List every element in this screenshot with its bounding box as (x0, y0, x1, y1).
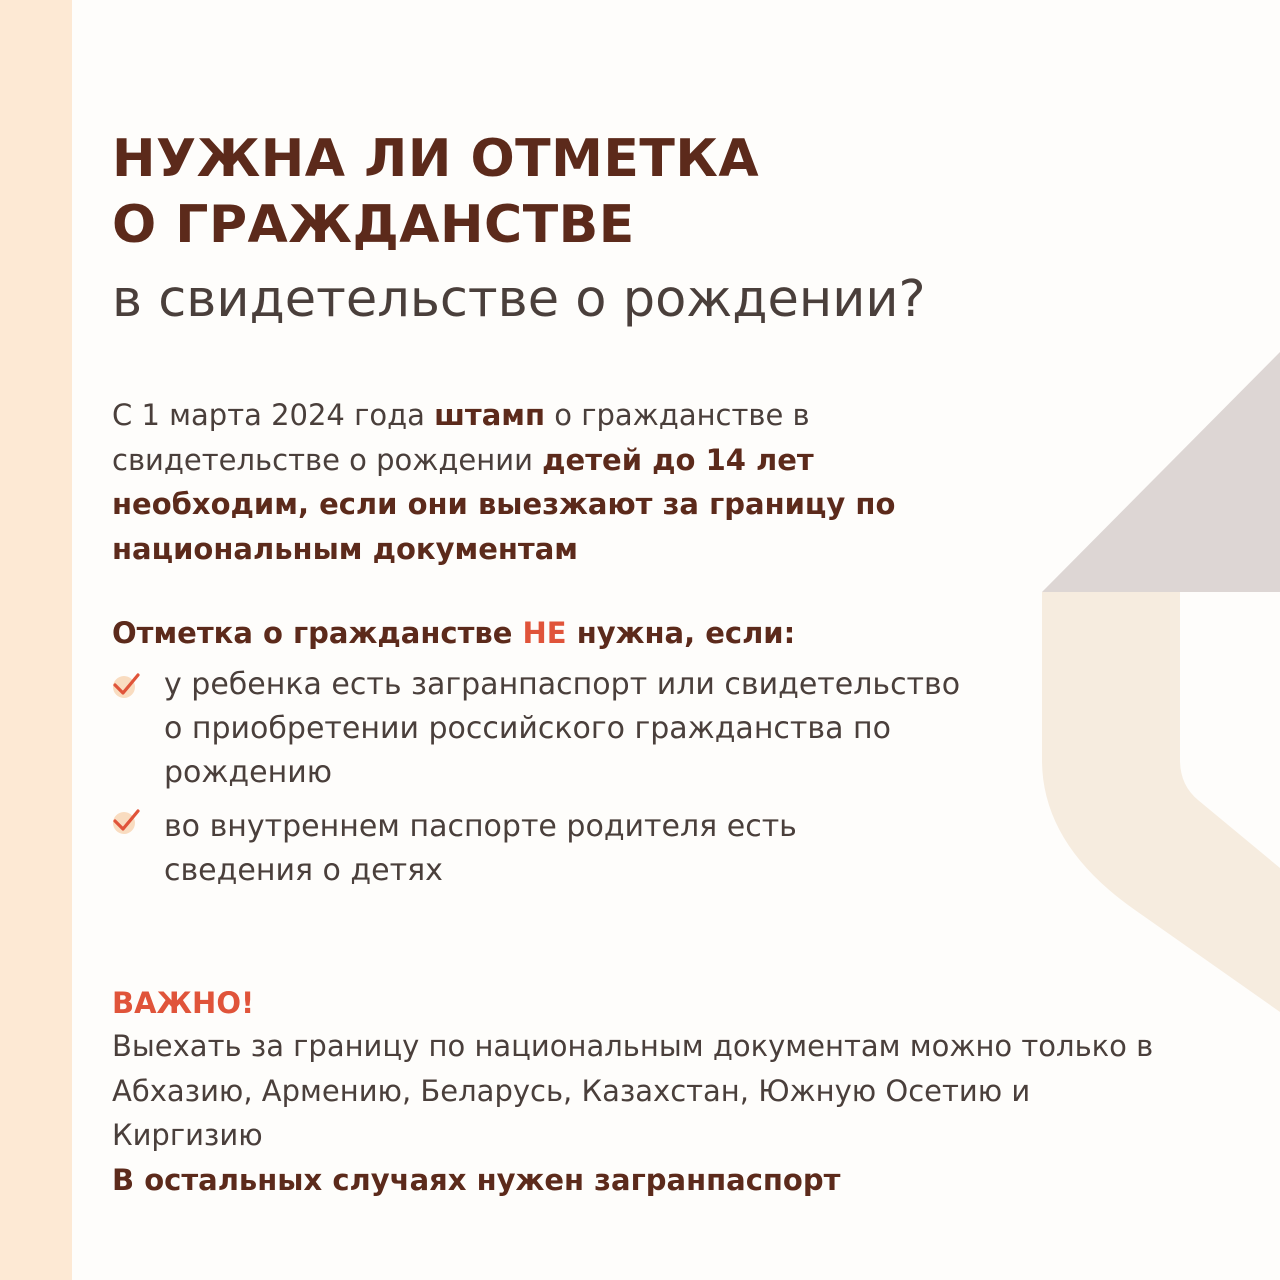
title-line-1: НУЖНА ЛИ ОТМЕТКА (112, 129, 760, 189)
not-needed-heading-after: нужна, если: (566, 616, 796, 650)
intro-paragraph (112, 393, 932, 571)
intro-bold-stamp: штамп (434, 398, 546, 432)
important-final-note: В остальных случаях нужен загранпаспорт (112, 1163, 841, 1197)
deco-gray-triangle (1042, 352, 1280, 592)
not-needed-highlight: НЕ (522, 616, 567, 650)
deco-beige-shape (1042, 592, 1280, 1012)
list-item-text: у ребенка есть загранпаспорт или свидетельство о приобретении российского гражданства по рождению (164, 667, 961, 790)
list-item-text: во внутреннем паспорте родителя есть сведения о детях (164, 809, 797, 888)
not-needed-heading (112, 611, 795, 655)
intro-text-2: о гражданстве в свидетельстве о рождении (112, 398, 810, 477)
page-title (112, 126, 759, 258)
title-line-2: О ГРАЖДАНСТВЕ (112, 195, 635, 255)
important-label: ВАЖНО! (112, 986, 255, 1020)
intro-bold-requirement: детей до 14 лет необходим, если они выезжают за границу по национальным документам (112, 442, 896, 566)
important-text: Выехать за границу по национальным документам можно только в Абхазию, Армению, Беларусь, Казахстан, Южную Осетию и Киргизию (112, 1029, 1154, 1152)
page-subtitle: в свидетельстве о рождении? (112, 270, 926, 329)
intro-text-1: С 1 марта 2024 года (112, 398, 435, 432)
not-needed-heading-before: Отметка о гражданстве (112, 616, 523, 650)
check-icon (112, 671, 140, 701)
check-icon (112, 807, 140, 837)
